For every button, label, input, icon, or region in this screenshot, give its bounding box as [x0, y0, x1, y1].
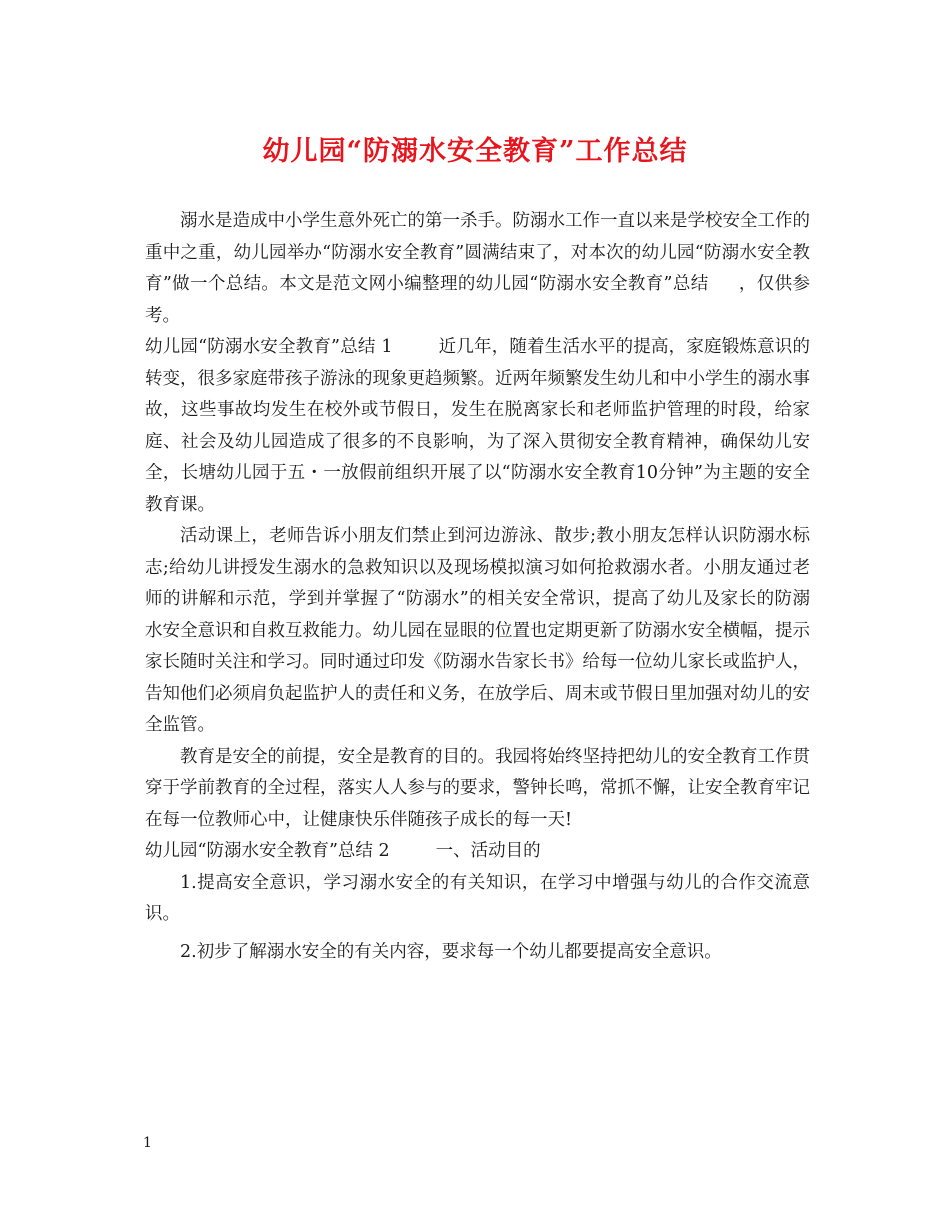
section1-paragraph — [145, 332, 810, 521]
section1-para1: 近几年，随着生活水平的提高，家庭锻炼意识的转变，很多家庭带孩子游泳的现象更趋频繁。近两年频繁发生幼儿和中小学生的溺水事故，这些事故均发生在校外或节假日，发生在脱离家长和老师监护管理的时段，给家庭、社会及幼儿园造成了很多的不良影响，为了深入贯彻安全教育精神，确保幼儿安全，长塘幼儿园于五・一放假前组织开展了以“防溺水安全教育10分钟”为主题的安全教育课。 — [145, 337, 810, 515]
section2-item1: 1.提高安全意识，学习溺水安全的有关知识，在学习中增强与幼儿的合作交流意识。 — [145, 872, 810, 924]
page-number: 1 — [143, 1135, 152, 1151]
intro-text-a: 溺水是造成中小学生意外死亡的第一杀手。防溺水工作一直以来是学校安全工作的重中之重，幼儿园举办“防溺水安全教育”圆满结束了，对本次的幼儿园“防溺水安全教育”做一个总结。本文是范文网小编整理的幼儿园“防溺水安全教育”总结 — [145, 211, 810, 294]
section2-heading: 幼儿园“防溺水安全教育”总结 2 — [145, 841, 390, 861]
section2-subheading: 一、活动目的 — [435, 841, 541, 861]
intro-paragraph — [145, 206, 810, 332]
section1-heading: 幼儿园“防溺水安全教育”总结 1 — [145, 337, 393, 357]
section1-para2: 活动课上，老师告诉小朋友们禁止到河边游泳、散步;教小朋友怎样认识防溺水标志;给幼儿讲授发生溺水的急救知识以及现场模拟演习如何抢救溺水者。小朋友通过老师的讲解和示范，学到并掌握了“防溺水”的相关安全常识，提高了幼儿及家长的防溺水安全意识和自救互救能力。幼儿园在显眼的位置也定期更新了防溺水安全横幅，提示家长随时关注和学习。同时通过印发《防溺水告家长书》给每一位幼儿家长或监护人，告知他们必须肩负起监护人的责任和义务，在放学后、周末或节假日里加强对幼儿的安全监管。 — [145, 526, 810, 735]
document-title: 幼儿园“防溺水安全教育”工作总结 — [262, 136, 688, 167]
section1-para3: 教育是安全的前提，安全是教育的目的。我园将始终坚持把幼儿的安全教育工作贯穿于学前教育的全过程，落实人人参与的要求，警钟长鸣，常抓不懈，让安全教育牢记在每一位教师心中，让健康快乐伴随孩子成长的每一天! — [145, 746, 810, 830]
document-body — [145, 206, 810, 968]
section2-heading-line — [145, 836, 810, 868]
section2-item2: 2.初步了解溺水安全的有关内容，要求每一个幼儿都要提高安全意识。 — [180, 941, 722, 962]
intro-text-b: ，仅供参考。 — [145, 274, 811, 326]
